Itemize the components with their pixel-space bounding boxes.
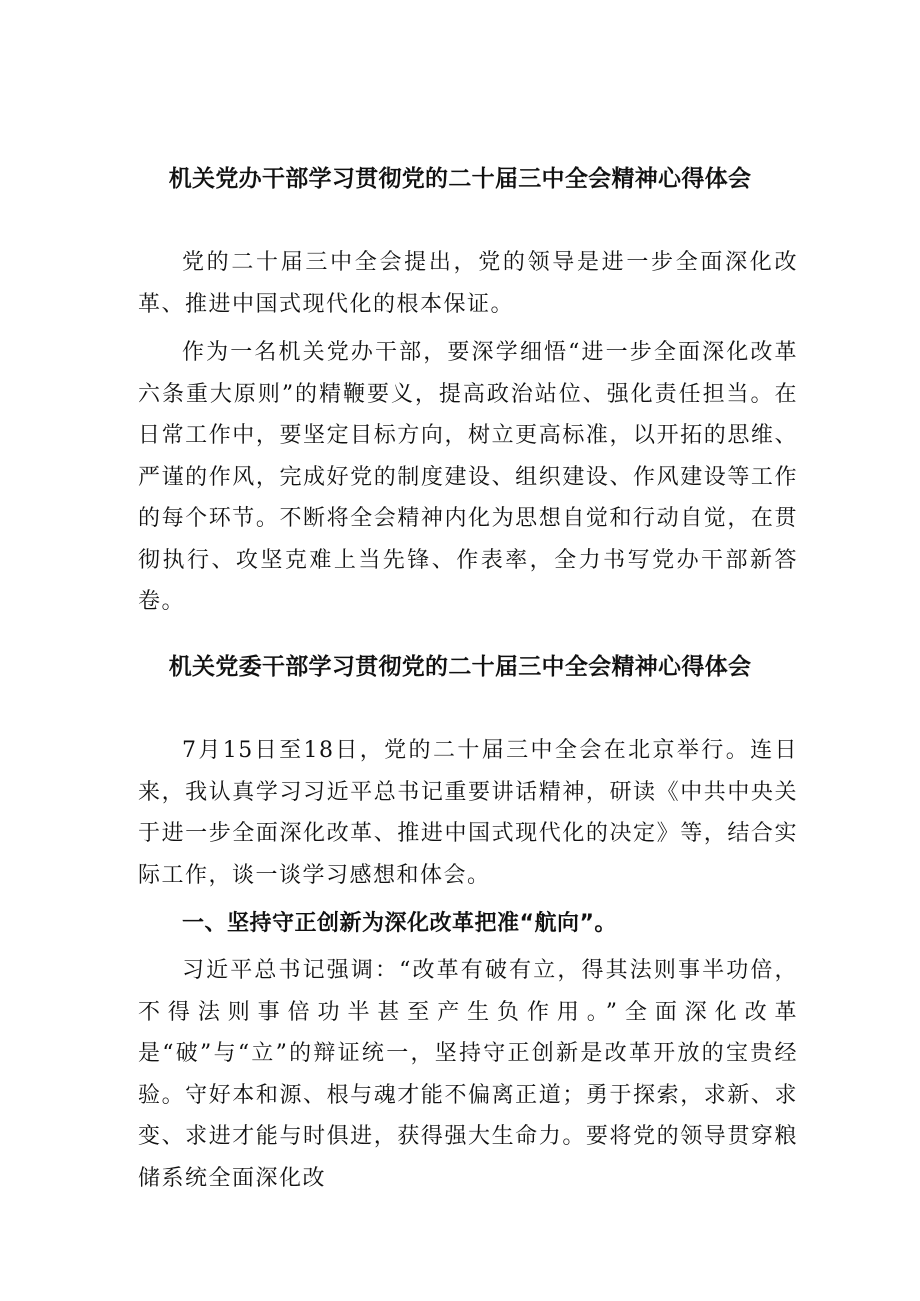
article1-title: 机关党办干部学习贯彻党的二十届三中全会精神心得体会 — [168, 166, 752, 192]
article2-title: 机关党委干部学习贯彻党的二十届三中全会精神心得体会 — [168, 654, 752, 680]
article1-paragraph-2: 作为一名机关党办干部，要深学细悟“进一步全面深化改革六条重大原则”的精鞭要义，提高政治站位、强化责任担当。在日常工作中，要坚定目标方向，树立更高标准，以开拓的思维、严谨的作风，完成好党的制度建设、组织建设、作风建设等工作的每个环节。不断将全会精神内化为思想自觉和行动自觉，在贯彻执行、攻坚克难上当先锋、作表率，全力书写党办干部新答卷。 — [138, 340, 798, 614]
article2-section-1-body: 习近平总书记强调：“改革有破有立，得其法则事半功倍，不得法则事倍功半甚至产生负作用。”全面深化改革是“破”与“立”的辩证统一，坚持守正创新是改革开放的宝贵经验。守好本和源、根与魂才能不偏离正道；勇于探索，求新、求变、求进才能与时俱进，获得强大生命力。要将党的领导贯穿粮储系统全面深化改 — [138, 958, 798, 1191]
article2-intro-paragraph: 7月15日至18日，党的二十届三中全会在北京举行。连日来，我认真学习习近平总书记重要讲话精神，研读《中共中央关于进一步全面深化改革、推进中国式现代化的决定》等，结合实际工作，谈一谈学习感想和体会。 — [138, 738, 798, 888]
article1-paragraph-1: 党的二十届三中全会提出，党的领导是进一步全面深化改革、推进中国式现代化的根本保证。 — [138, 250, 798, 317]
article2-section-1-heading: 一、坚持守正创新为深化改革把准“航向”。 — [182, 911, 617, 936]
